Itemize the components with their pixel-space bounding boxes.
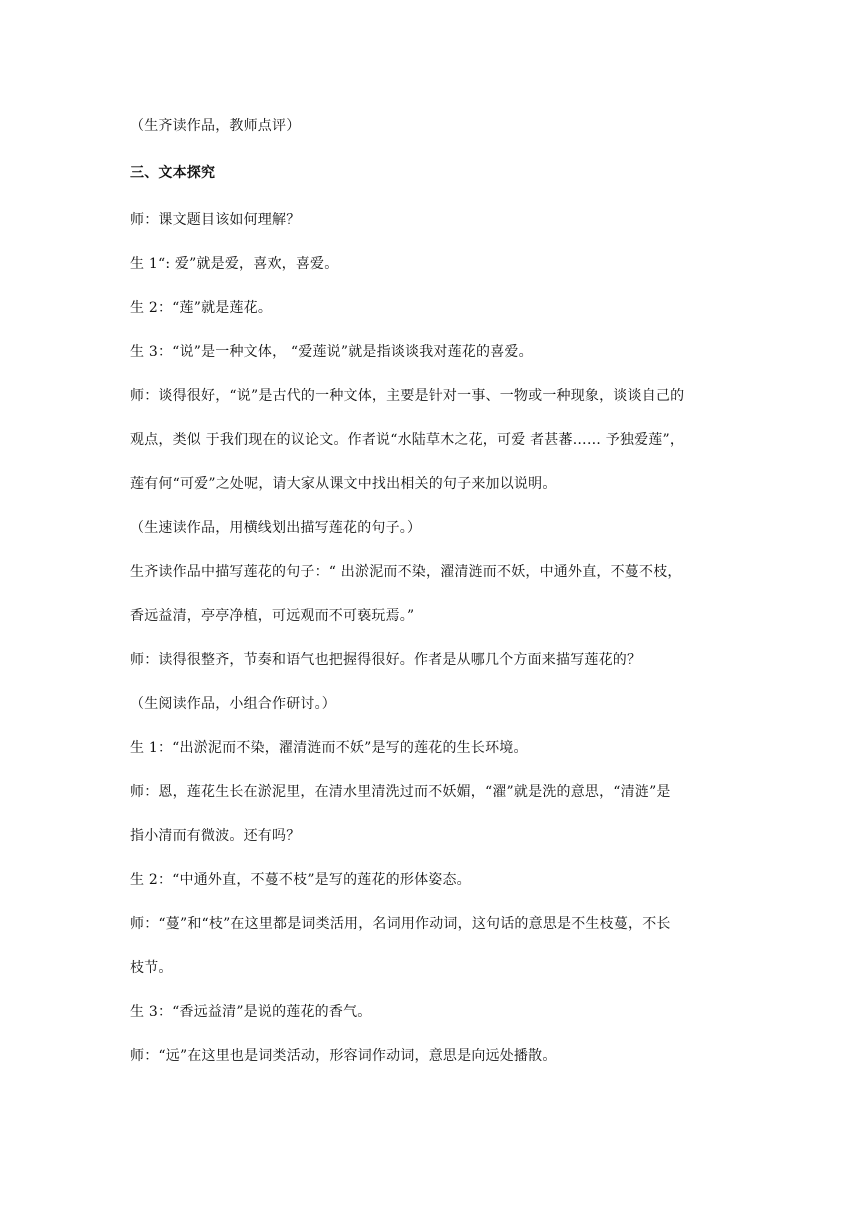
text-line: 枝节。 [130, 960, 173, 976]
text-line: 师：课文题目该如何理解？ [130, 212, 301, 228]
text-line: 生 2：“莲”就是莲花。 [130, 300, 273, 316]
text-line: 观点，类似 于我们现在的议论文。作者说“水陆草木之花，可爱 者甚蕃…… 予独爱莲”， [130, 432, 685, 448]
text-line: 生 3：“说”是一种文体， “爱莲说”就是指谈谈我对莲花的喜爱。 [130, 344, 533, 360]
text-line: 师：恩，莲花生长在淤泥里，在清水里清洗过而不妖媚，“濯”就是洗的意思，“清涟”是 [130, 784, 671, 800]
text-line: 香远益清，亭亭净植，可远观而不可亵玩焉。” [130, 608, 415, 624]
text-line: 师：谈得很好，“说”是古代的一种文体，主要是针对一事、一物或一种现象，谈谈自己的 [130, 388, 685, 404]
text-line: （生速读作品，用横线划出描写莲花的句子。） [130, 520, 422, 536]
text-line: 生 1“: 爱”就是爱，喜欢，喜爱。 [130, 256, 339, 272]
text-line: （生阅读作品，小组合作研讨。） [130, 696, 336, 712]
text-line: 生 1：“出淤泥而不染，濯清涟而不妖”是写的莲花的生长环境。 [130, 740, 528, 756]
text-line: 指小清而有微波。还有吗？ [130, 828, 301, 844]
text-line: 生 2：“中通外直，不蔓不枝”是写的莲花的形体姿态。 [130, 872, 471, 888]
section-heading: 三、文本探究 [130, 165, 216, 181]
text-line: 师：“蔓”和“枝”在这里都是词类活用，名词用作动词，这句话的意思是不生枝蔓，不长 [130, 916, 671, 932]
text-line: 师：“远”在这里也是词类活动，形容词作动词，意思是向远处播散。 [130, 1048, 557, 1064]
text-line: 师：读得很整齐，节奏和语气也把握得很好。作者是从哪几个方面来描写莲花的？ [130, 652, 642, 668]
text-line: 生齐读作品中描写莲花的句子：“ 出淤泥而不染，濯清涟而不妖，中通外直，不蔓不枝， [130, 564, 682, 580]
text-line: 生 3：“香远益清”是说的莲花的香气。 [130, 1004, 372, 1020]
text-line: 莲有何“可爱”之处呢，请大家从课文中找出相关的句子来加以说明。 [130, 476, 557, 492]
text-line: （生齐读作品，教师点评） [130, 118, 301, 134]
